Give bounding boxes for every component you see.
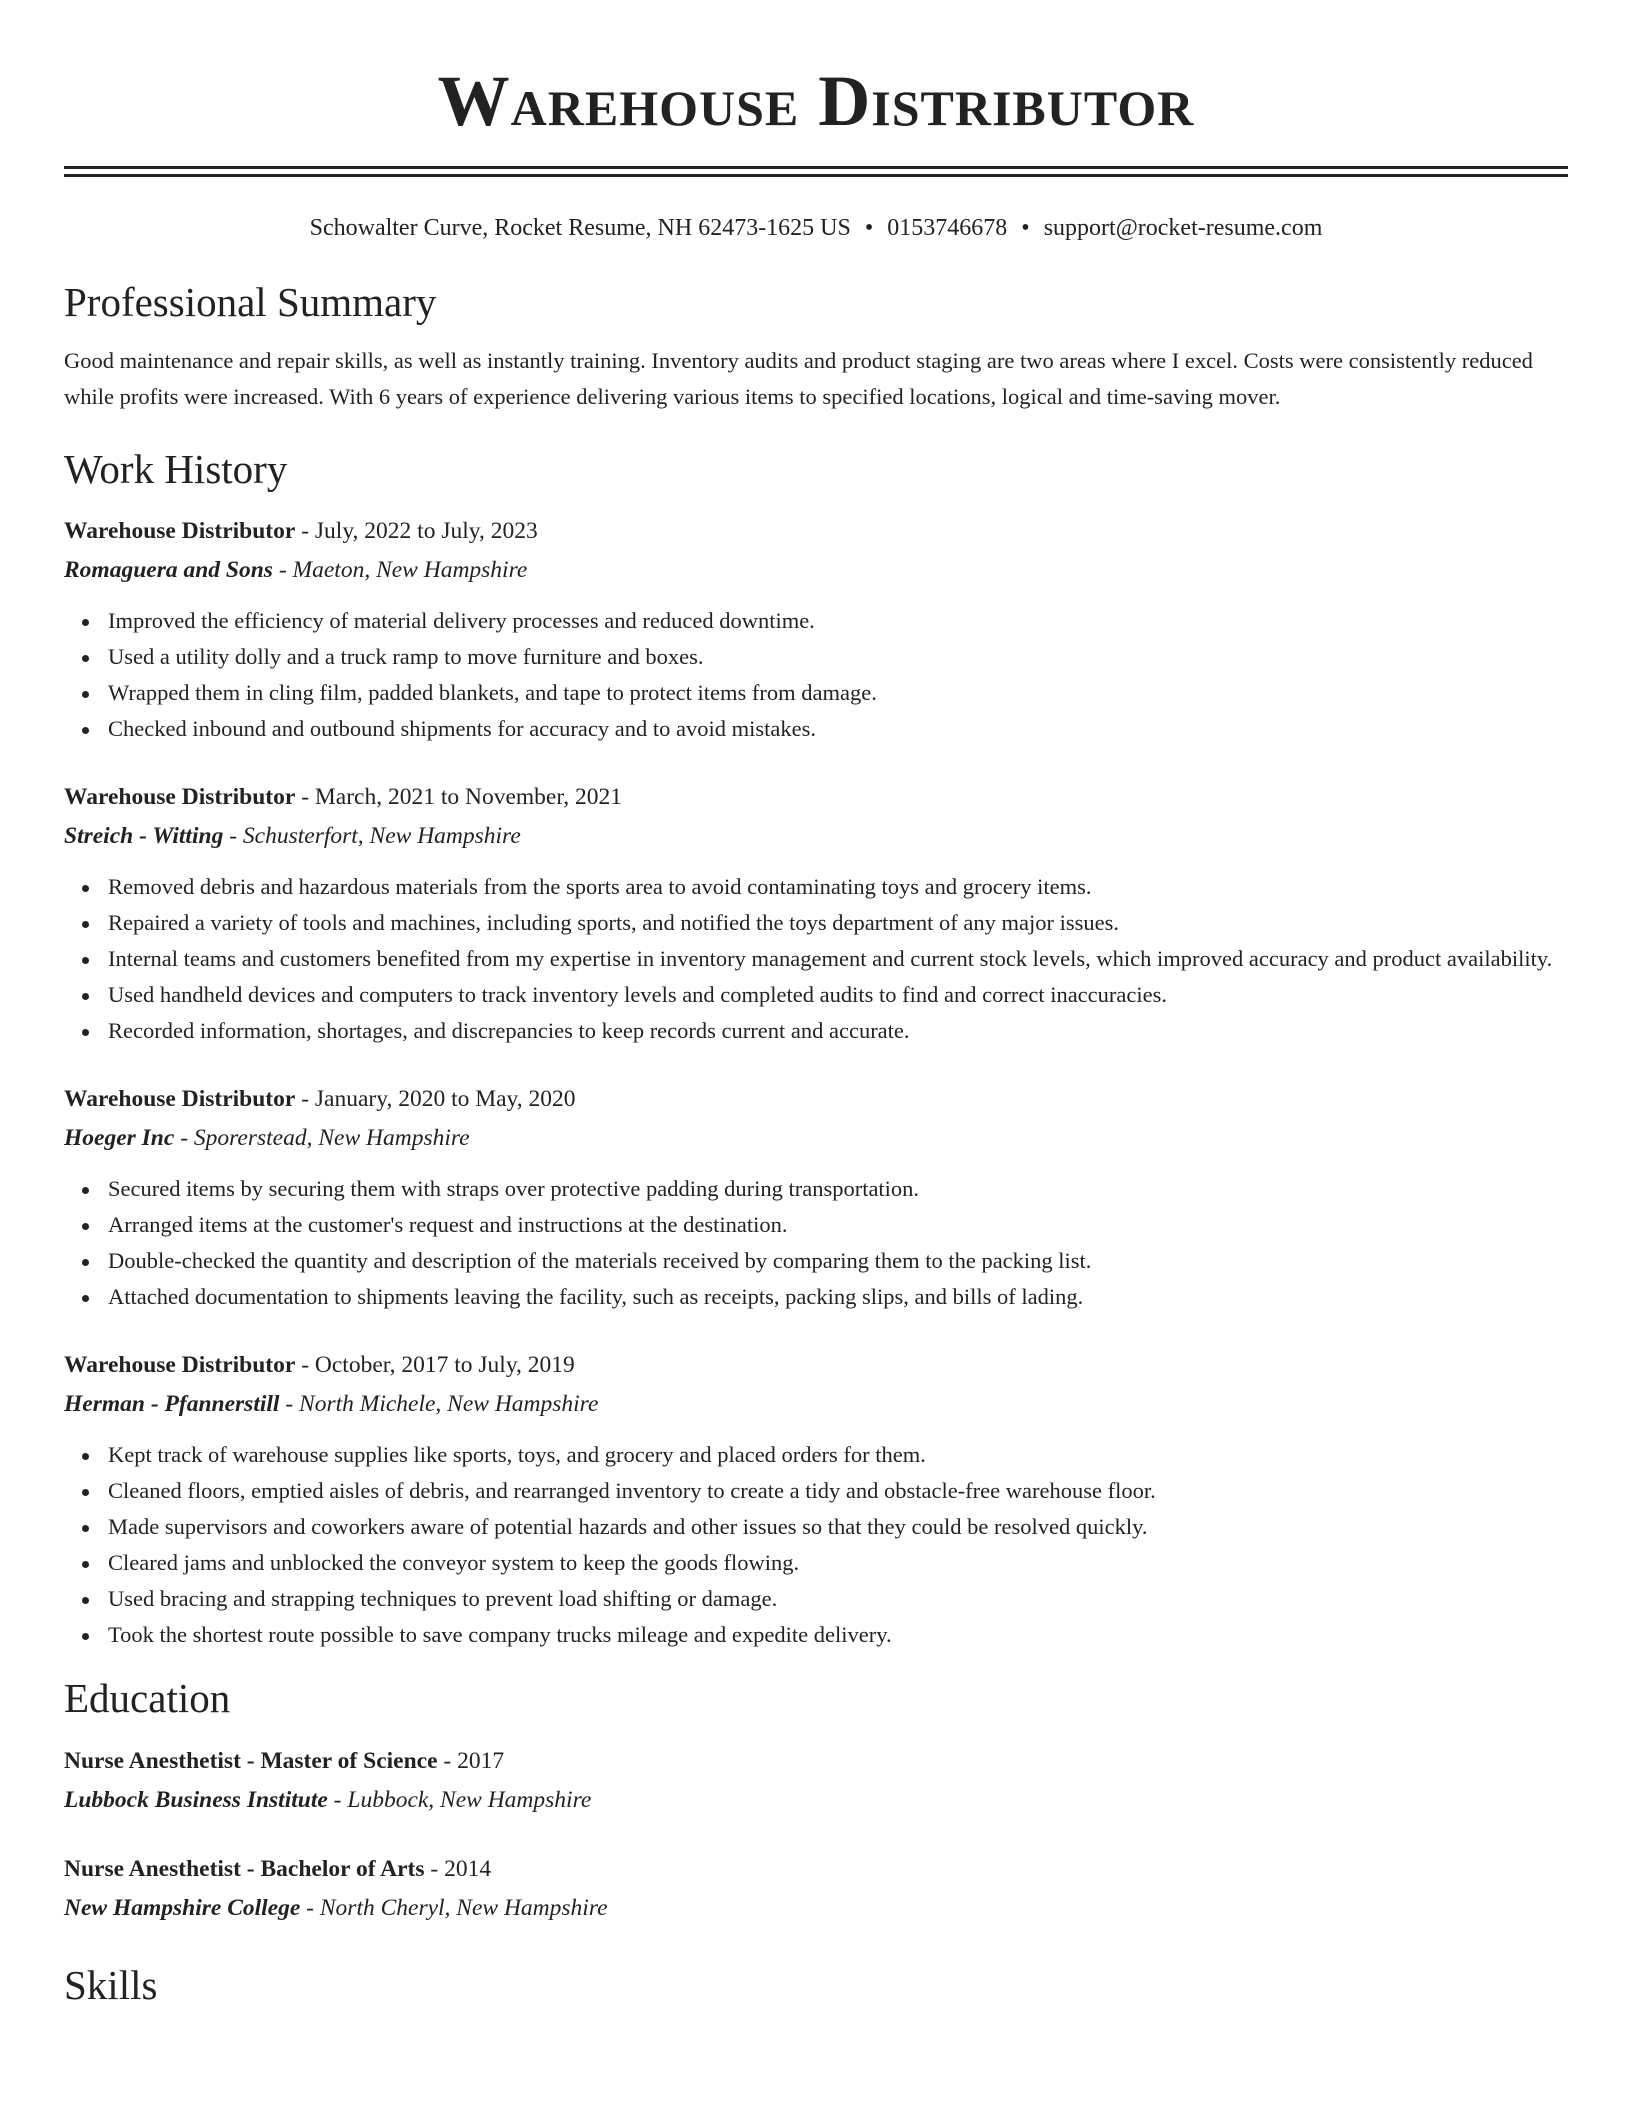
job-bullet: Used a utility dolly and a truck ramp to move furniture and boxes. xyxy=(108,639,1568,675)
resume-page xyxy=(64,0,1568,2010)
job-company: Streich - Witting xyxy=(64,823,224,849)
education-school: Lubbock Business Institute xyxy=(64,1787,328,1813)
education-degree: Nurse Anesthetist - Bachelor of Arts xyxy=(64,1856,425,1882)
job-company-line xyxy=(64,1118,1568,1158)
job-bullet: Removed debris and hazardous materials from the sports area to avoid contaminating toys and grocery items. xyxy=(108,869,1568,905)
job-bullet: Checked inbound and outbound shipments for accuracy and to avoid mistakes. xyxy=(108,711,1568,747)
title-divider xyxy=(64,166,1568,177)
job-location: - Schusterfort, New Hampshire xyxy=(223,823,521,849)
job-company-line xyxy=(64,1384,1568,1424)
job-dates: - March, 2021 to November, 2021 xyxy=(295,784,622,810)
job-dates: - October, 2017 to July, 2019 xyxy=(295,1352,575,1378)
summary-text: Good maintenance and repair skills, as well as instantly training. Inventory audits and product staging are two areas where I excel. Costs were consistently reduced while profits were increased. With 6 years of experience delivering various items to specified locations, logical and time-saving mover. xyxy=(64,348,1533,409)
job-title-line xyxy=(64,1080,1568,1118)
job-bullet: Internal teams and customers benefited from my expertise in inventory management and current stock levels, which improved accuracy and product availability. xyxy=(108,941,1568,977)
job-title-line xyxy=(64,778,1568,816)
job-entry xyxy=(64,512,1568,747)
job-bullet: Double-checked the quantity and description of the materials received by comparing them to the packing list. xyxy=(108,1243,1568,1279)
job-location: - North Michele, New Hampshire xyxy=(279,1391,599,1417)
job-bullet: Made supervisors and coworkers aware of potential hazards and other issues so that they could be resolved quickly. xyxy=(108,1509,1568,1545)
job-company: Hoeger Inc xyxy=(64,1125,175,1151)
job-bullet: Repaired a variety of tools and machines, including sports, and notified the toys department of any major issues. xyxy=(108,905,1568,941)
job-bullet: Improved the efficiency of material delivery processes and reduced downtime. xyxy=(108,603,1568,639)
job-role: Warehouse Distributor xyxy=(64,518,296,544)
job-role: Warehouse Distributor xyxy=(64,1352,296,1378)
job-bullet: Arranged items at the customer's request and instructions at the destination. xyxy=(108,1207,1568,1243)
job-dates: - January, 2020 to May, 2020 xyxy=(295,1086,576,1112)
job-title-line xyxy=(64,512,1568,550)
job-entry xyxy=(64,1346,1568,1653)
education-degree: Nurse Anesthetist - Master of Science xyxy=(64,1748,438,1774)
job-bullet: Took the shortest route possible to save company trucks mileage and expedite delivery. xyxy=(108,1617,1568,1653)
education-heading: Education xyxy=(64,1675,231,1721)
contact-email: support@rocket-resume.com xyxy=(1043,215,1323,241)
education-entry xyxy=(64,1742,1568,1820)
job-role: Warehouse Distributor xyxy=(64,1086,296,1112)
education-school: New Hampshire College xyxy=(64,1895,301,1921)
contact-phone: 0153746678 xyxy=(887,215,1008,241)
job-bullet: Secured items by securing them with straps over protective padding during transportation. xyxy=(108,1171,1568,1207)
education-year: - 2017 xyxy=(437,1748,505,1774)
contact-address: Schowalter Curve, Rocket Resume, NH 62473-1625 US xyxy=(309,215,851,241)
contact-separator: • xyxy=(864,215,874,241)
contact-separator: • xyxy=(1021,215,1030,241)
job-bullets xyxy=(64,1171,1568,1315)
job-bullet: Recorded information, shortages, and discrepancies to keep records current and accurate. xyxy=(108,1013,1568,1049)
job-bullets xyxy=(64,1437,1568,1653)
job-bullets xyxy=(64,603,1568,747)
job-bullets xyxy=(64,869,1568,1049)
resume-title: Warehouse Distributor xyxy=(437,61,1195,141)
education-school-line xyxy=(64,1888,1568,1928)
job-dates: - July, 2022 to July, 2023 xyxy=(295,518,538,544)
education-location: - Lubbock, New Hampshire xyxy=(327,1787,592,1813)
job-location: - Sporerstead, New Hampshire xyxy=(174,1125,470,1151)
education-year: - 2014 xyxy=(424,1856,492,1882)
skills-heading: Skills xyxy=(64,1962,158,2008)
job-company: Herman - Pfannerstill xyxy=(64,1391,280,1417)
contact-line xyxy=(64,213,1568,243)
job-entry xyxy=(64,778,1568,1049)
job-location: - Maeton, New Hampshire xyxy=(272,557,528,583)
job-bullet: Kept track of warehouse supplies like sports, toys, and grocery and placed orders for them. xyxy=(108,1437,1568,1473)
job-role: Warehouse Distributor xyxy=(64,784,296,810)
job-bullet: Cleaned floors, emptied aisles of debris, and rearranged inventory to create a tidy and obstacle-free warehouse floor. xyxy=(108,1473,1568,1509)
job-company: Romaguera and Sons xyxy=(64,557,273,583)
work-history-heading: Work History xyxy=(64,446,288,492)
education-location: - North Cheryl, New Hampshire xyxy=(300,1895,608,1921)
job-bullet: Used handheld devices and computers to track inventory levels and completed audits to find and correct inaccuracies. xyxy=(108,977,1568,1013)
job-title-line xyxy=(64,1346,1568,1384)
education-degree-line xyxy=(64,1850,1568,1888)
job-bullet: Cleared jams and unblocked the conveyor system to keep the goods flowing. xyxy=(108,1545,1568,1581)
education-degree-line xyxy=(64,1742,1568,1780)
job-company-line xyxy=(64,550,1568,590)
job-bullet: Wrapped them in cling film, padded blankets, and tape to protect items from damage. xyxy=(108,675,1568,711)
job-bullet: Used bracing and strapping techniques to prevent load shifting or damage. xyxy=(108,1581,1568,1617)
job-bullet: Attached documentation to shipments leaving the facility, such as receipts, packing slips, and bills of lading. xyxy=(108,1279,1568,1315)
summary-heading: Professional Summary xyxy=(64,279,437,325)
education-school-line xyxy=(64,1780,1568,1820)
education-entry xyxy=(64,1850,1568,1928)
job-company-line xyxy=(64,816,1568,856)
job-entry xyxy=(64,1080,1568,1315)
